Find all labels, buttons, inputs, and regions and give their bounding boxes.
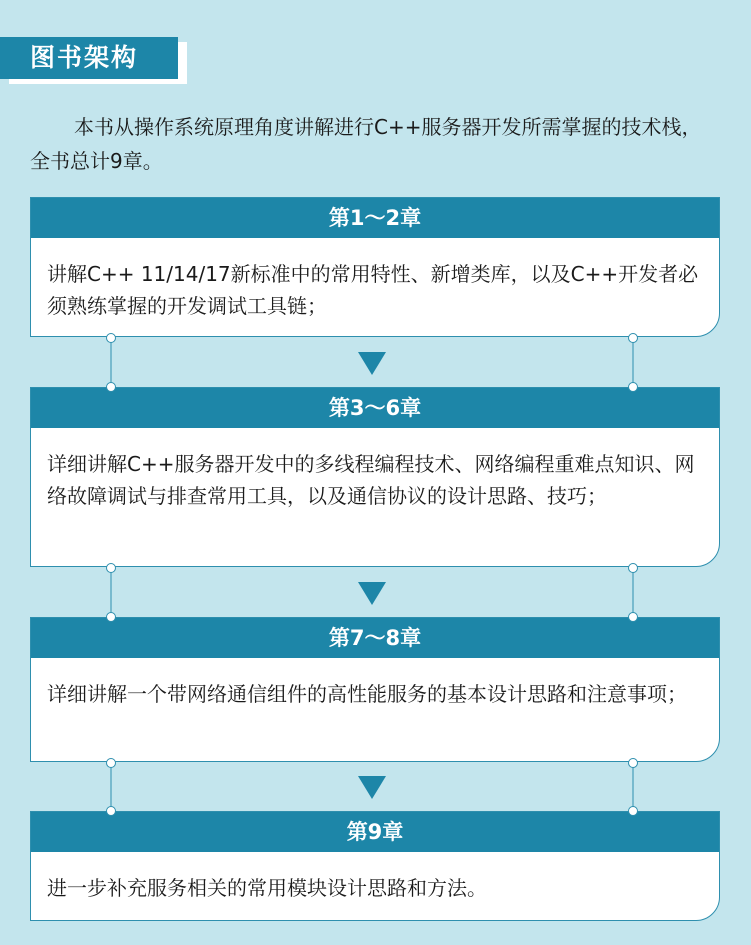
chapter-title-1: 第1～2章 [31,198,719,238]
connector-node [629,807,638,816]
chapter-title-4: 第9章 [31,812,719,852]
connector-node [107,383,116,392]
section-heading: 图书架构 [0,37,178,79]
chapter-title-2: 第3～6章 [31,388,719,428]
connector-node [629,613,638,622]
connector-node [107,564,116,573]
connector-node [107,759,116,768]
connector-node [107,613,116,622]
down-arrow-icon [358,582,386,605]
connector-node [629,334,638,343]
chapter-text-2: 详细讲解C++服务器开发中的多线程编程技术、网络编程重难点知识、网络故障调试与排查常用工具，以及通信协议的设计思路、技巧； [47,452,695,508]
chapter-text-4: 进一步补充服务相关的常用模块设计思路和方法。 [47,876,487,900]
connector-node [107,807,116,816]
chapter-text-1: 讲解C++ 11/14/17新标准中的常用特性、新增类库，以及C++开发者必须熟练掌握的开发调试工具链； [47,262,699,318]
connector-node [629,564,638,573]
down-arrow-icon [358,776,386,799]
chapter-title-3: 第7～8章 [31,618,719,658]
connector-node [107,334,116,343]
down-arrow-icon [358,352,386,375]
connector-node [629,759,638,768]
intro-paragraph: 本书从操作系统原理角度讲解进行C++服务器开发所需掌握的技术栈，全书总计9章。 [30,115,702,173]
chapter-text-3: 详细讲解一个带网络通信组件的高性能服务的基本设计思路和注意事项； [47,682,687,706]
connector-node [629,383,638,392]
